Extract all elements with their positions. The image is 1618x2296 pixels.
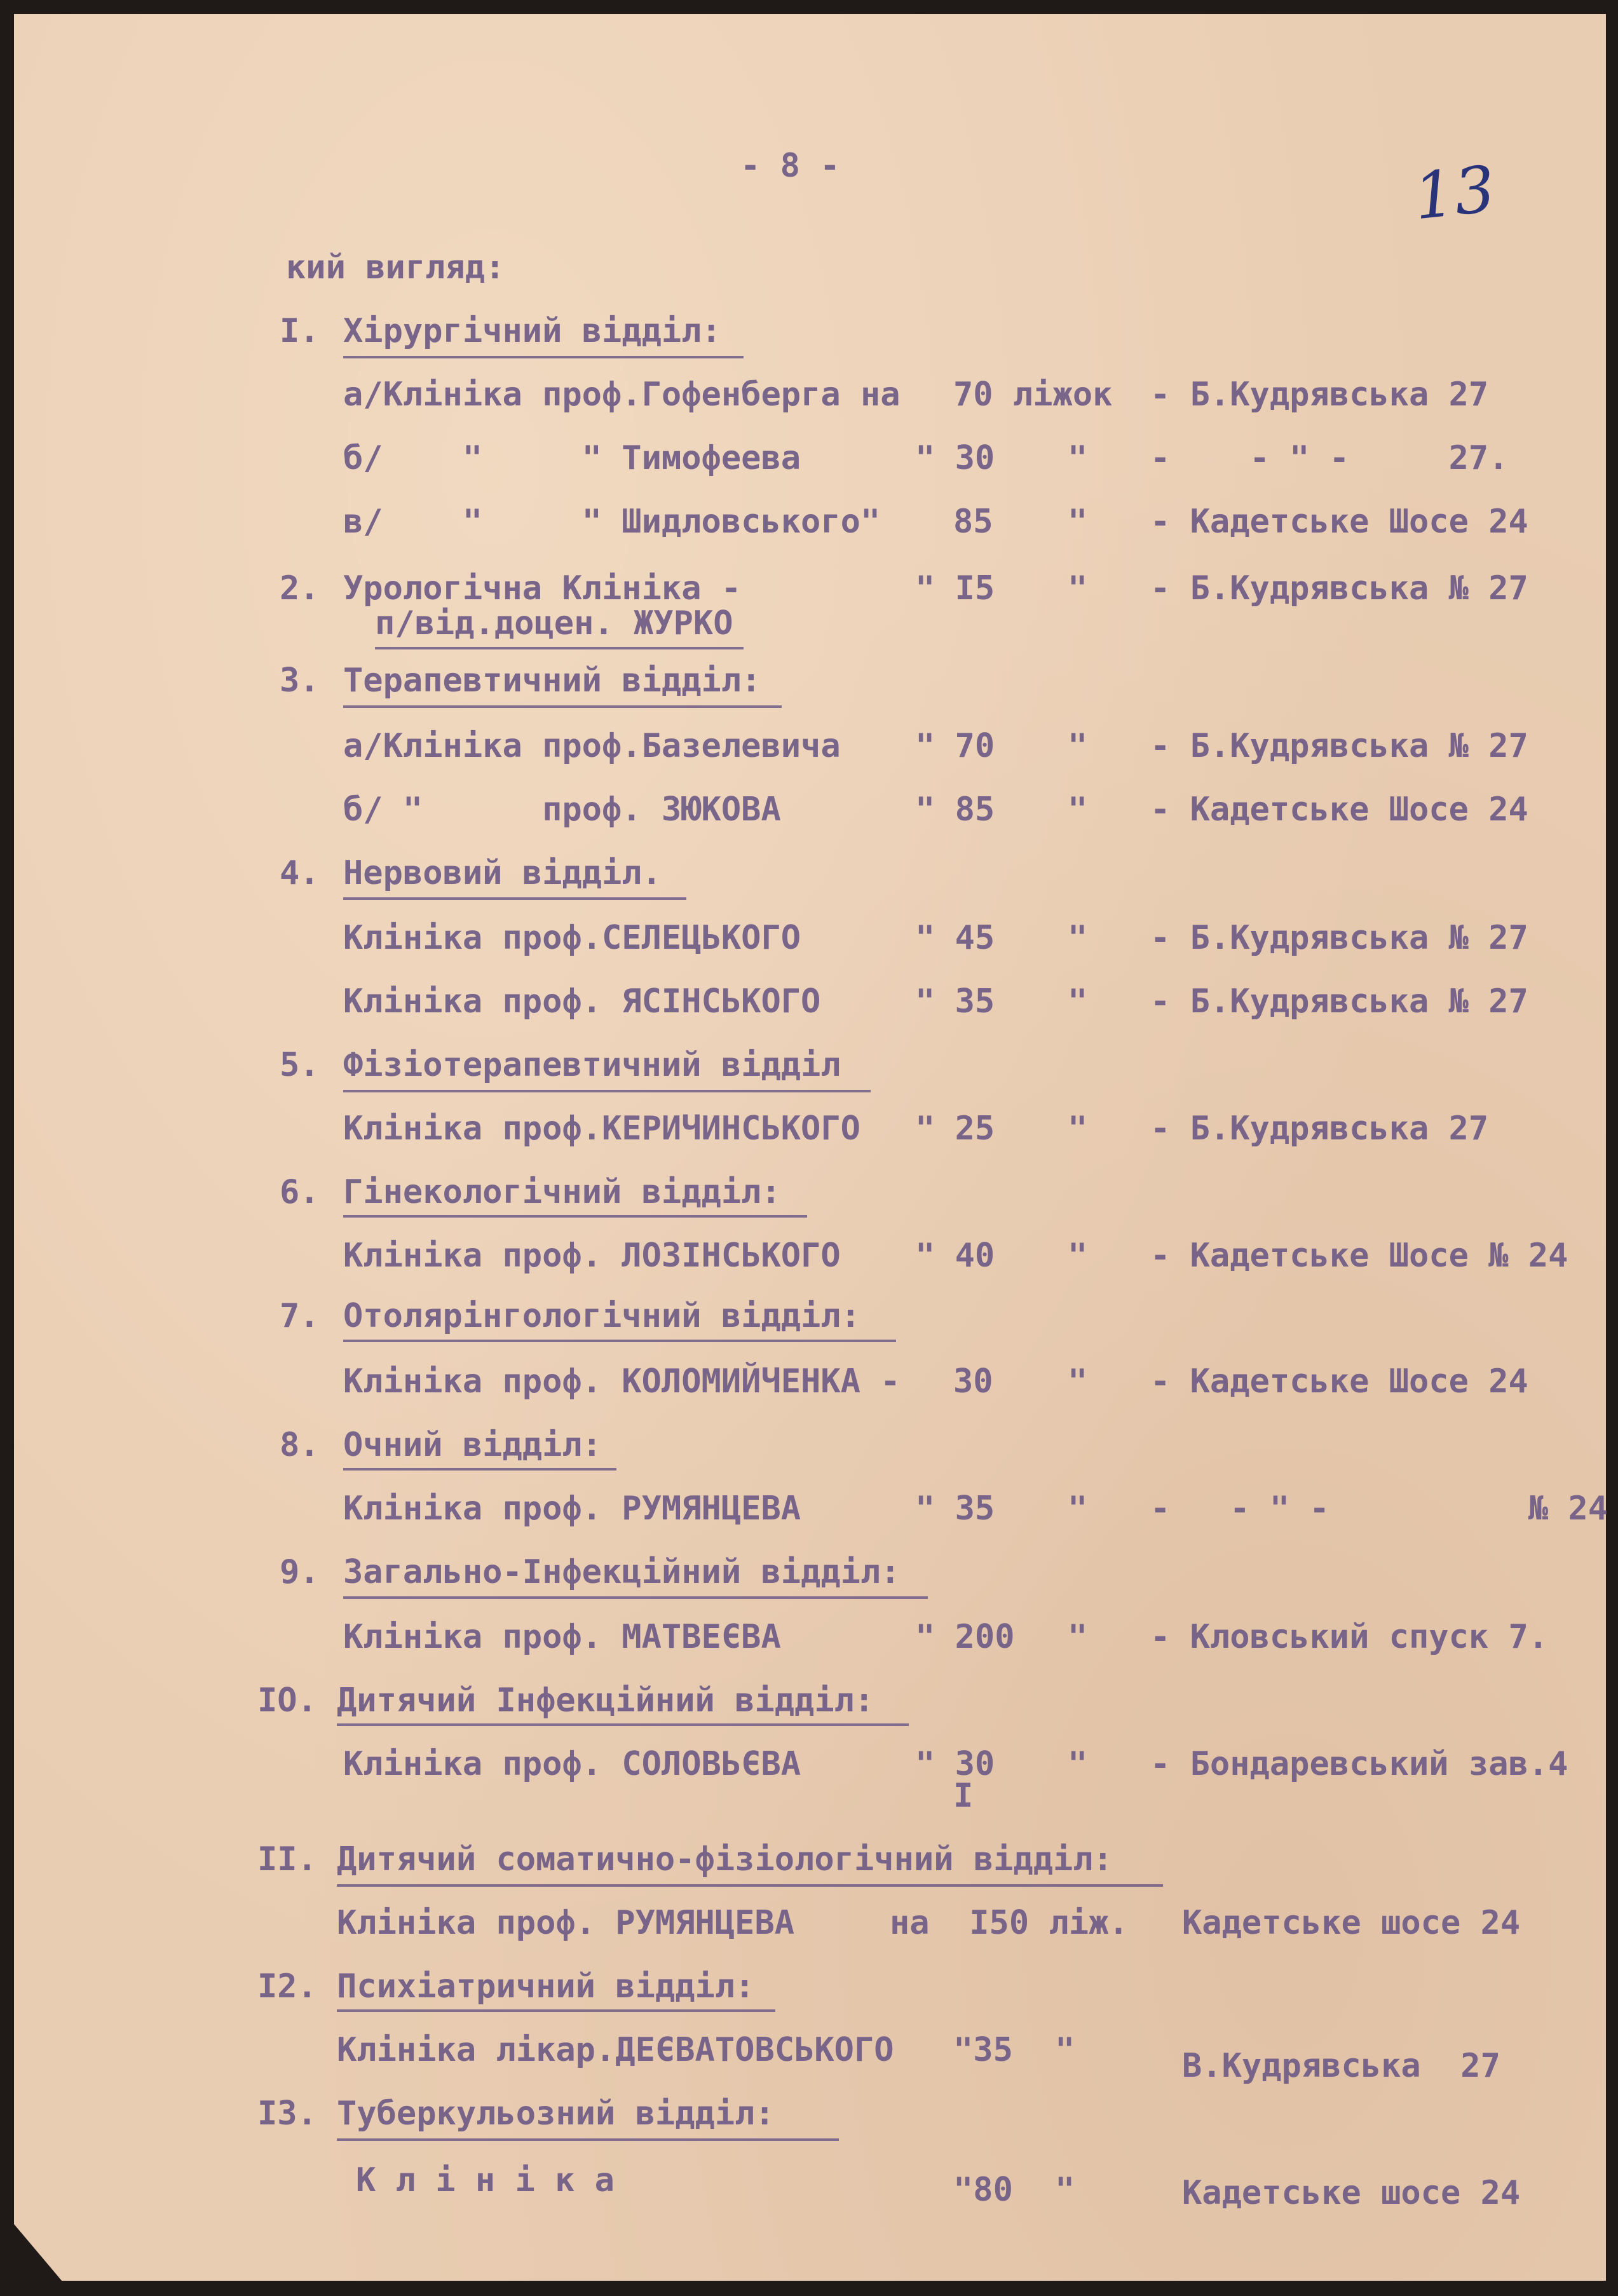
clinic-name: а/Клініка проф.Гофенберга на [343,376,901,414]
clinic-name: Клініка проф. РУМЯНЦЕВА [343,1490,801,1528]
archive-folio-number: 13 [1410,151,1499,234]
bed-count: " 70 [915,727,995,765]
section-title: Туберкульозний відділ: [337,2095,775,2133]
clinic-address: - Б.Кудрявська № 27 [1150,982,1528,1021]
clinic-name: Клініка проф. КОЛОМИЙЧЕНКА - [343,1362,901,1401]
section-title: Терапевтичний відділ: [343,662,761,700]
underline [343,897,686,900]
ditto-mark: " [1068,1490,1088,1528]
section-num: 3. [280,662,320,700]
ditto-mark: " [1055,2031,1075,2069]
bed-count: " 30 [915,439,995,477]
ditto-mark: " [1055,2171,1075,2209]
underline [343,1596,928,1599]
ditto-mark: " [1068,919,1088,957]
section-num: 4. [280,854,320,892]
clinic-name: Клініка проф. СОЛОВЬЄВА [343,1745,801,1783]
bed-count: 85 [953,503,993,541]
section-num: 6. [280,1173,320,1211]
clinic-address: - Кловський спуск 7. [1150,1618,1549,1656]
underline [343,1215,807,1218]
bed-count: " 30 [915,1745,995,1783]
bed-count: " 40 [915,1237,995,1275]
section-num: 5. [280,1046,320,1084]
section-title: Отолярінгологічний відділ: [343,1297,860,1335]
section-title: Психіатричний відділ: [337,1967,755,2006]
underline [375,647,744,649]
clinic-address: - Кадетське Шосе 24 [1150,791,1528,829]
bed-count: " I5 [915,569,995,608]
underline [343,1340,896,1342]
bed-count: 70 ліжок [953,376,1113,414]
bed-count: "35 [953,2031,1013,2069]
ditto-mark: " [1068,1362,1088,1401]
clinic-address: Кадетське шосе 24 [1182,1904,1521,1942]
section-num: 2. [280,569,320,608]
section-subtitle: п/від.доцен. ЖУРКО [375,604,733,642]
page-number: - 8 - [740,147,840,185]
underline [337,2009,775,2012]
bed-count: " 200 [915,1618,1015,1656]
clinic-address: - Б.Кудрявська № 27 [1150,919,1528,957]
section-title: Фізіотерапевтичний відділ [343,1046,841,1084]
clinic-address: Кадетське шосе 24 [1182,2174,1521,2212]
clinic-name: Клініка лікар.ДЕЄВАТОВСЬКОГО [337,2031,894,2069]
clinic-address: - - " - 27. [1150,439,1509,477]
ditto-mark: " [1068,1110,1088,1148]
clinic-name: Клініка проф.КЕРИЧИНСЬКОГО [343,1110,860,1148]
ditto-mark: " [1068,1618,1088,1656]
section-num: I. [280,312,320,350]
clinic-address: - Б.Кудрявська 27 [1150,1110,1489,1148]
section-title: Очний відділ: [343,1426,602,1464]
section-num: I2. [257,1967,317,2006]
section-num: I3. [257,2095,317,2133]
ditto-mark: " [1068,1237,1088,1275]
clinic-address: - Б.Кудрявська № 27 [1150,727,1528,765]
ditto-mark: " [1068,439,1088,477]
section-title: Дитячий соматично-фізіологічний відділ: [337,1840,1113,1878]
clinic-name: Клініка проф. МАТВЕЄВА [343,1618,781,1656]
clinic-name: б/ " проф. ЗЮКОВА [343,791,781,829]
section-title: Загально-Інфекційний відділ: [343,1553,901,1591]
clinic-name: Клініка проф.СЕЛЕЦЬКОГО [343,919,801,957]
underline [337,1884,1163,1887]
clinic-name: Клініка проф. ЛОЗІНСЬКОГО [343,1237,841,1275]
underline [337,2138,839,2141]
clinic-address: - Б.Кудрявська 27 [1150,376,1489,414]
section-title: Дитячий Інфекційний відділ: [337,1681,874,1720]
section-title: Гінекологічний відділ: [343,1173,781,1211]
handwritten-note: I [953,1777,974,1815]
section-num: II. [257,1840,317,1878]
clinic-name: б/ " " Тимофеева [343,439,801,477]
section-num: 9. [280,1553,320,1591]
section-title: Хірургічний відділ: [343,312,721,350]
bed-count: " 35 [915,1490,995,1528]
clinic-name: Клініка проф. ЯСІНСЬКОГО [343,982,821,1021]
clinic-name: а/Клініка проф.Базелевича [343,727,841,765]
ditto-mark: " [1068,791,1088,829]
clinic-address: - Кадетське Шосе № 24 [1150,1237,1568,1275]
ditto-mark: " [1068,503,1088,541]
ditto-mark: " [1068,1745,1088,1783]
underline [343,1090,871,1092]
bed-count: на I50 ліж. [890,1904,1129,1942]
bed-count: " 35 [915,982,995,1021]
section-num: IO. [257,1681,317,1720]
ditto-mark: " [1068,982,1088,1021]
clinic-address: - Кадетське Шосе 24 [1150,503,1528,541]
clinic-address: - Бондаревський зав.4 [1150,1745,1568,1783]
bed-count: " 45 [915,919,995,957]
bed-count: " 25 [915,1110,995,1148]
intro-text: кий вигляд: [286,248,505,287]
clinic-address: - - " - № 24 [1150,1490,1608,1528]
bed-count: "80 [953,2171,1013,2209]
underline [343,1468,616,1471]
section-title: Урологічна Клініка - [343,569,742,608]
section-num: 8. [280,1426,320,1464]
ditto-mark: " [1068,727,1088,765]
bed-count: 30 [953,1362,993,1401]
clinic-address: - Кадетське Шосе 24 [1150,1362,1528,1401]
clinic-name: Клініка проф. РУМЯНЦЕВА [337,1904,795,1942]
clinic-name: К л і н і к а [356,2161,615,2199]
clinic-address: - Б.Кудрявська № 27 [1150,569,1528,608]
ditto-mark: " [1068,569,1088,608]
section-num: 7. [280,1297,320,1335]
bed-count: " 85 [915,791,995,829]
underline [337,1723,909,1726]
clinic-name: в/ " " Шидловського" [343,503,881,541]
underline [343,356,744,358]
clinic-address: В.Кудрявська 27 [1182,2047,1500,2085]
underline [343,705,782,708]
section-title: Нервовий відділ. [343,854,662,892]
